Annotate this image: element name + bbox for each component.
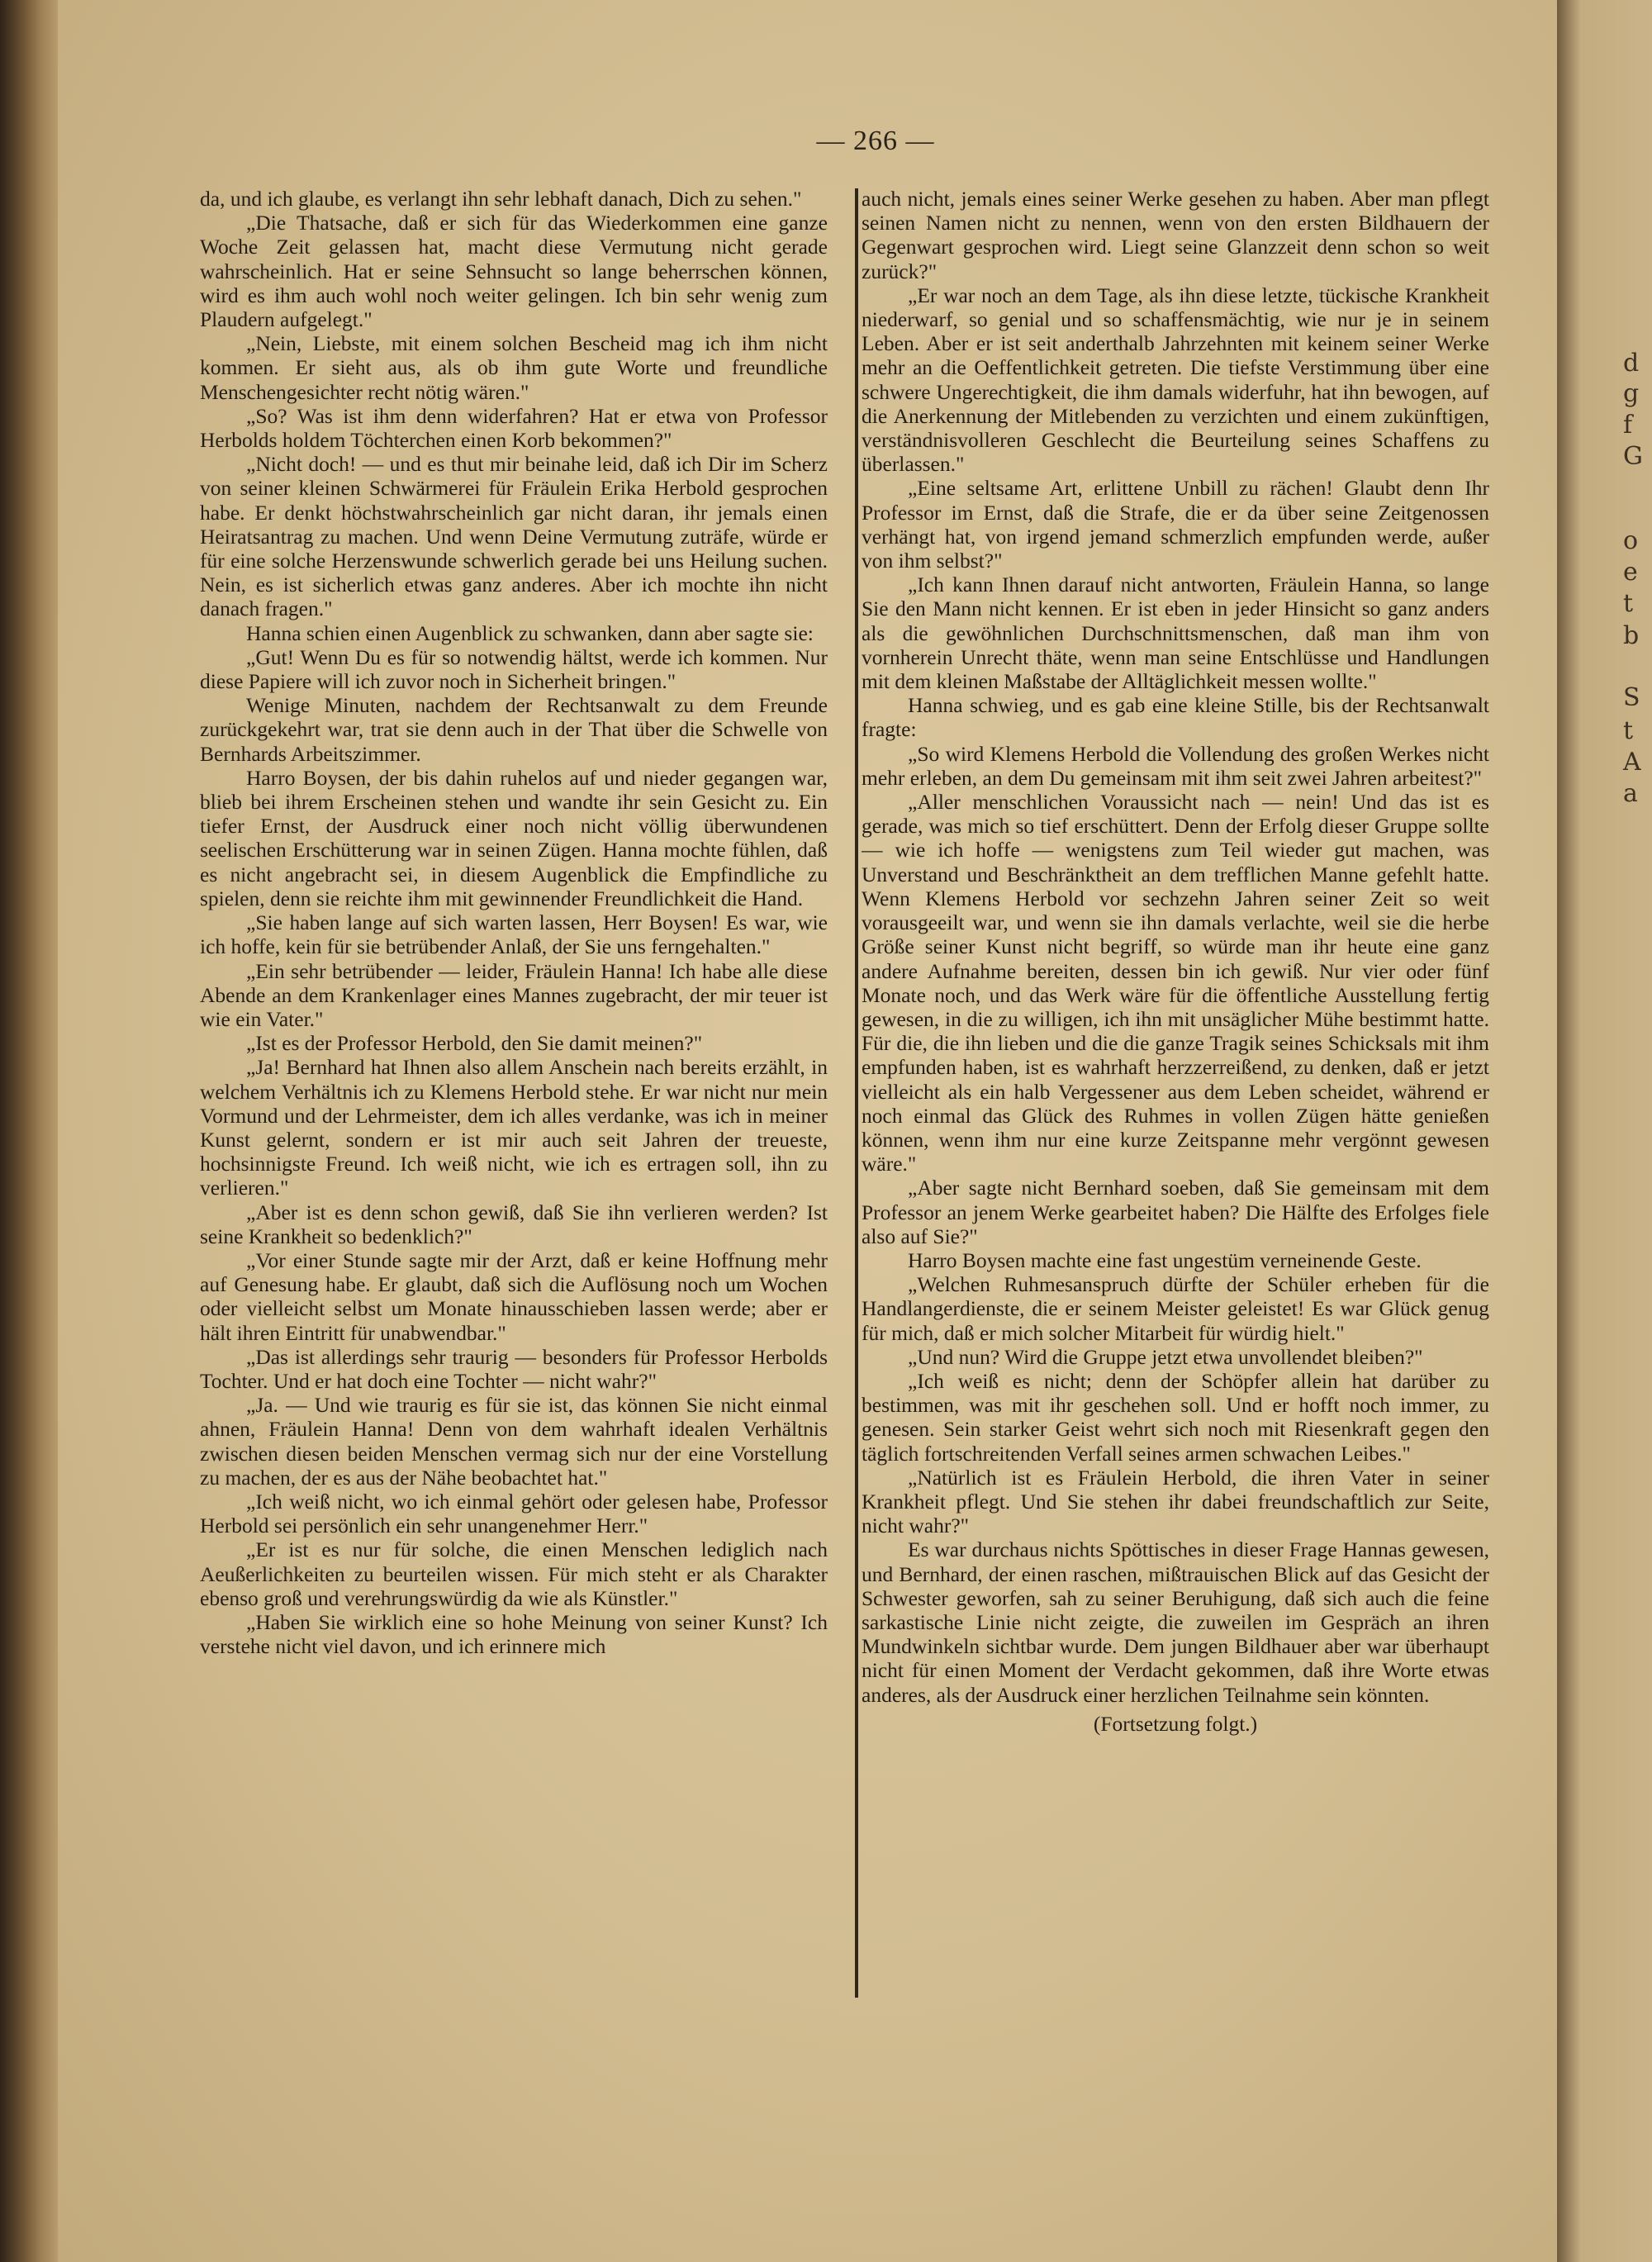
- paragraph: „Ist es der Professor Herbold, den Sie damit meinen?": [246, 1031, 703, 1056]
- paragraph: „Ja! Bernhard hat Ihnen also allem Anschein nach bereits erzählt, in welchem Verhältnis ich zu Klemens Herbold stehe. Er war nicht nur mein Vormund und der Lehrmeister, dem ich alles verdanke, was ich in meiner Kunst gelernt, sondern er ist mir auch seit Jahren der treueste, hochsinnigste Freund. Ich weiß nicht, wie ich es ertragen soll, ihn zu verlieren.": [200, 1055, 828, 1200]
- paragraph: „Ja. — Und wie traurig es für sie ist, das können Sie nicht einmal ahnen, Fräulein Hanna! Denn von dem wahrhaft idealen Verhältnis zwischen diesen beiden Menschen vermag sich nur der eine Vorstellung zu machen, der es aus der Nähe beobachtet hat.": [200, 1393, 828, 1490]
- continuation-note: (Fortsetzung folgt.): [1093, 1711, 1258, 1736]
- adjacent-page-letter: g: [1623, 379, 1640, 408]
- paragraph: „Ich weiß es nicht; denn der Schöpfer allein hat darüber zu bestimmen, was mit ihr geschehen soll. Und er hofft noch immer, zu genesen. Sein starker Geist wehrt sich noch mit Riesenkraft gegen den täglich fortschreitenden Verfall seines armen schwachen Leibes.": [862, 1368, 1489, 1466]
- adjacent-page-letter: S: [1623, 683, 1640, 712]
- left-text-column: [200, 187, 828, 1988]
- paragraph: „So? Was ist ihm denn widerfahren? Hat er etwa von Professor Herbolds holdem Töchterchen einen Korb bekommen?": [200, 403, 828, 453]
- adjacent-page-letter: b: [1623, 621, 1640, 650]
- adjacent-page-letter: a: [1623, 779, 1638, 808]
- paragraph: „So wird Klemens Herbold die Vollendung des großen Werkes nicht mehr erleben, an dem Du gemeinsam mit ihm seit zwei Jahren arbeitest?": [862, 741, 1489, 790]
- paragraph: Wenige Minuten, nachdem der Rechtsanwalt zu dem Freunde zurückgekehrt war, trat sie denn auch in der That über die Schwelle von Bernhards Arbeitszimmer.: [200, 693, 828, 766]
- book-page: [58, 0, 1557, 2262]
- paragraph: „Aller menschlichen Voraussicht nach — nein! Und das ist es gerade, was mich so tief erschüttert. Denn der Erfolg dieser Gruppe sollte — wie ich hoffe — wenigstens zum Teil wieder gut machen, was Unverstand und Beschränktheit an dem trefflichen Manne gefehlt hatte. Wenn Klemens Herbold vor sechzehn Jahren seiner Zeit so weit vorausgeeilt war, und wenn sie ihn damals verlachte, weil sie die herbe Größe seiner Kunst nicht begriff, so würde man ihr heute eine ganz andere Aufnahme bereiten, dessen bin ich gewiß. Nur vier oder fünf Monate noch, und das Werk wäre für die öffentliche Ausstellung fertig gewesen, in die zu willigen, ich ihn mit unsäglicher Mühe bestimmt hatte. Für die, die ihn lieben und die die ganze Tragik seines Schicksals mit ihm empfunden haben, ist es wahrhaft herzzerreißend, zu denken, daß er jetzt vielleicht als ein halb Vergessener aus dem Leben scheidet, während er noch einmal das Glück des Ruhmes in vollen Zügen hätte genießen können, wenn ihm nur eine kurze Zeitspanne mehr vergönnt gewesen wäre.": [862, 790, 1489, 1176]
- adjacent-page-letter: A: [1623, 748, 1641, 777]
- column-divider: [855, 188, 858, 1998]
- paragraph: „Ein sehr betrübender — leider, Fräulein Hanna! Ich habe alle diese Abende an dem Krankenlager eines Mannes zugebracht, der mir teuer ist wie ein Vater.": [200, 958, 828, 1031]
- paragraph: Hanna schien einen Augenblick zu schwanken, dann aber sagte sie:: [246, 620, 814, 645]
- paragraph: Es war durchaus nichts Spöttisches in dieser Frage Hannas gewesen, und Bernhard, der einen raschen, mißtrauischen Blick auf das Gesicht der Schwester geworfen, sah zu seiner Beruhigung, daß sich auch die feine sarkastische Linie nicht zeigte, die zuweilen im Gespräch an ihren Mundwinkeln sichtbar wurde. Dem jungen Bildhauer aber war überhaupt nicht für einen Moment der Verdacht gekommen, daß ihre Worte etwas anderes, als der Ausdruck einer herzlichen Teilnahme sein könnten.: [862, 1537, 1489, 1707]
- book-binding-edge: [0, 0, 58, 2262]
- adjacent-page-letter: e: [1623, 558, 1638, 587]
- paragraph: „Vor einer Stunde sagte mir der Arzt, daß er keine Hoffnung mehr auf Genesung habe. Er glaubt, daß sich die Auflösung noch um Wochen oder vielleicht selbst um Monate hinausschieben lassen werde; aber er hält ihren Eintritt für unabwendbar.": [200, 1247, 828, 1345]
- adjacent-page-letter: f: [1623, 411, 1633, 440]
- page-number: — 266 —: [816, 126, 935, 156]
- paragraph: „Aber ist es denn schon gewiß, daß Sie ihn verlieren werden? Ist seine Krankheit so bedenklich?": [200, 1200, 828, 1248]
- adjacent-page-letter: t: [1623, 589, 1634, 618]
- paragraph: „Haben Sie wirklich eine so hohe Meinung von seiner Kunst? Ich verstehe nicht viel davon, und ich erinnere mich: [200, 1609, 828, 1659]
- paragraph: „Aber sagte nicht Bernhard soeben, daß Sie gemeinsam mit dem Professor an jenem Werke gearbeitet haben? Die Hälfte des Erfolges fiele also auf Sie?": [862, 1176, 1489, 1248]
- paragraph: „Das ist allerdings sehr traurig — besonders für Professor Herbolds Tochter. Und er hat doch eine Tochter — nicht wahr?": [200, 1344, 828, 1393]
- right-text-column: [862, 187, 1489, 1988]
- paragraph: da, und ich glaube, es verlangt ihn sehr lebhaft danach, Dich zu sehen.": [200, 187, 802, 211]
- paragraph: „Ich kann Ihnen darauf nicht antworten, Fräulein Hanna, so lange Sie den Mann nicht kennen. Er ist eben in jeder Hinsicht so ganz anders als die gewöhnlichen Durchschnittsmenschen, daß man ihm von vornherein Unrecht thäte, wenn man seine Entschlüsse und Handlungen mit dem kleinen Maßstabe der Alltäglichkeit messen wollte.": [862, 573, 1489, 694]
- paragraph: „Er ist es nur für solche, die einen Menschen lediglich nach Aeußerlichkeiten zu beurteilen wissen. Für mich steht er als Charakter ebenso groß und verehrungswürdig da wie als Künstler.": [200, 1537, 828, 1610]
- paragraph: Harro Boysen machte eine fast ungestüm verneinende Geste.: [908, 1247, 1422, 1272]
- adjacent-page-letter: t: [1623, 716, 1634, 745]
- paragraph: „Welchen Ruhmesanspruch dürfte der Schüler erheben für die Handlangerdienste, die er seinem Meister geleistet! Es war Glück genug für mich, daß er mich solcher Mitarbeit für würdig hielt.": [862, 1272, 1489, 1345]
- adjacent-page-edge: [1557, 0, 1652, 2262]
- paragraph: „Ich weiß nicht, wo ich einmal gehört oder gelesen habe, Professor Herbold sei persönlich ein sehr unangenehmer Herr.": [200, 1489, 828, 1538]
- paragraph: „Gut! Wenn Du es für so notwendig hältst, werde ich kommen. Nur diese Papiere will ich zuvor noch in Sicherheit bringen.": [200, 644, 828, 694]
- adjacent-page-letter: d: [1623, 349, 1640, 378]
- paragraph: Hanna schwieg, und es gab eine kleine Stille, bis der Rechtsanwalt fragte:: [862, 693, 1489, 742]
- paragraph: „Nicht doch! — und es thut mir beinahe leid, daß ich Dir im Scherz von seiner kleinen Schwärmerei für Fräulein Erika Herbold gesprochen habe. Er denkt höchstwahrscheinlich gar nicht daran, ihr jemals einen Heiratsantrag zu machen. Und wenn Deine Vermutung zuträfe, würde er für eine solche Herzenswunde schwerlich gerade bei uns Heilung suchen. Nein, es ist sicherlich etwas ganz anderes. Aber ich mochte ihn nicht danach fragen.": [200, 452, 828, 621]
- adjacent-page-letter: o: [1623, 526, 1639, 555]
- paragraph: „Eine seltsame Art, erlittene Unbill zu rächen! Glaubt denn Ihr Professor im Ernst, daß die Strafe, die er da über seine Zeitgenossen verhängt hat, von irgend jemand schmerzlich empfunden werde, außer von ihm selbst?": [862, 476, 1489, 573]
- paragraph: „Die Thatsache, daß er sich für das Wiederkommen eine ganze Woche Zeit gelassen hat, macht diese Vermutung nicht gerade wahrscheinlich. Hat er seine Sehnsucht so lange beherrschen können, wird es ihm auch wohl noch weiter gelingen. Ich bin sehr wenig zum Plaudern aufgelegt.": [200, 211, 828, 332]
- paragraph: „Natürlich ist es Fräulein Herbold, die ihren Vater in seiner Krankheit pflegt. Und Sie stehen ihr dabei freundschaftlich zur Seite, nicht wahr?": [862, 1465, 1489, 1538]
- paragraph: Harro Boysen, der bis dahin ruhelos auf und nieder gegangen war, blieb bei ihrem Erscheinen stehen und wandte ihr sein Gesicht zu. Ein tiefer Ernst, der Ausdruck einer noch nicht völlig überwundenen seelischen Erschütterung war in seinen Zügen. Hanna mochte fühlen, daß es nicht angebracht sei, in diesem Augenblick die Empfindliche zu spielen, denn sie reichte ihm mit gewinnender Freundlichkeit die Hand.: [200, 765, 828, 910]
- adjacent-page-letter: G: [1623, 442, 1643, 471]
- paragraph: auch nicht, jemals eines seiner Werke gesehen zu haben. Aber man pflegt seinen Namen nicht zu nennen, wenn von den ersten Bildhauern der Gegenwart gesprochen wird. Liegt seine Glanzzeit denn schon so weit zurück?": [862, 187, 1489, 283]
- paragraph: „Sie haben lange auf sich warten lassen, Herr Boysen! Es war, wie ich hoffe, kein für sie betrübender Anlaß, der Sie uns ferngehalten.": [200, 910, 828, 959]
- paragraph: „Er war noch an dem Tage, als ihn diese letzte, tückische Krankheit niederwarf, so genial und so schaffensmächtig, wie nur je in seinem Leben. Aber er ist seit anderthalb Jahrzehnten mit keinem seiner Werke mehr an die Oeffentlichkeit getreten. Die tiefste Verstimmung über eine schwere Ungerechtigkeit, die ihm damals widerfuhr, hat ihn bewogen, auf die Anerkennung der Mitlebenden zu verzichten und einem zukünftigen, verständnisvolleren Geschlecht die Beurteilung seines Schaffens zu überlassen.": [862, 283, 1489, 477]
- paragraph: „Nein, Liebste, mit einem solchen Bescheid mag ich ihm nicht kommen. Er sieht aus, als ob ihm gute Worte und freundliche Menschengesichter recht nötig wären.": [200, 331, 828, 404]
- paragraph: „Und nun? Wird die Gruppe jetzt etwa unvollendet bleiben?": [908, 1344, 1423, 1369]
